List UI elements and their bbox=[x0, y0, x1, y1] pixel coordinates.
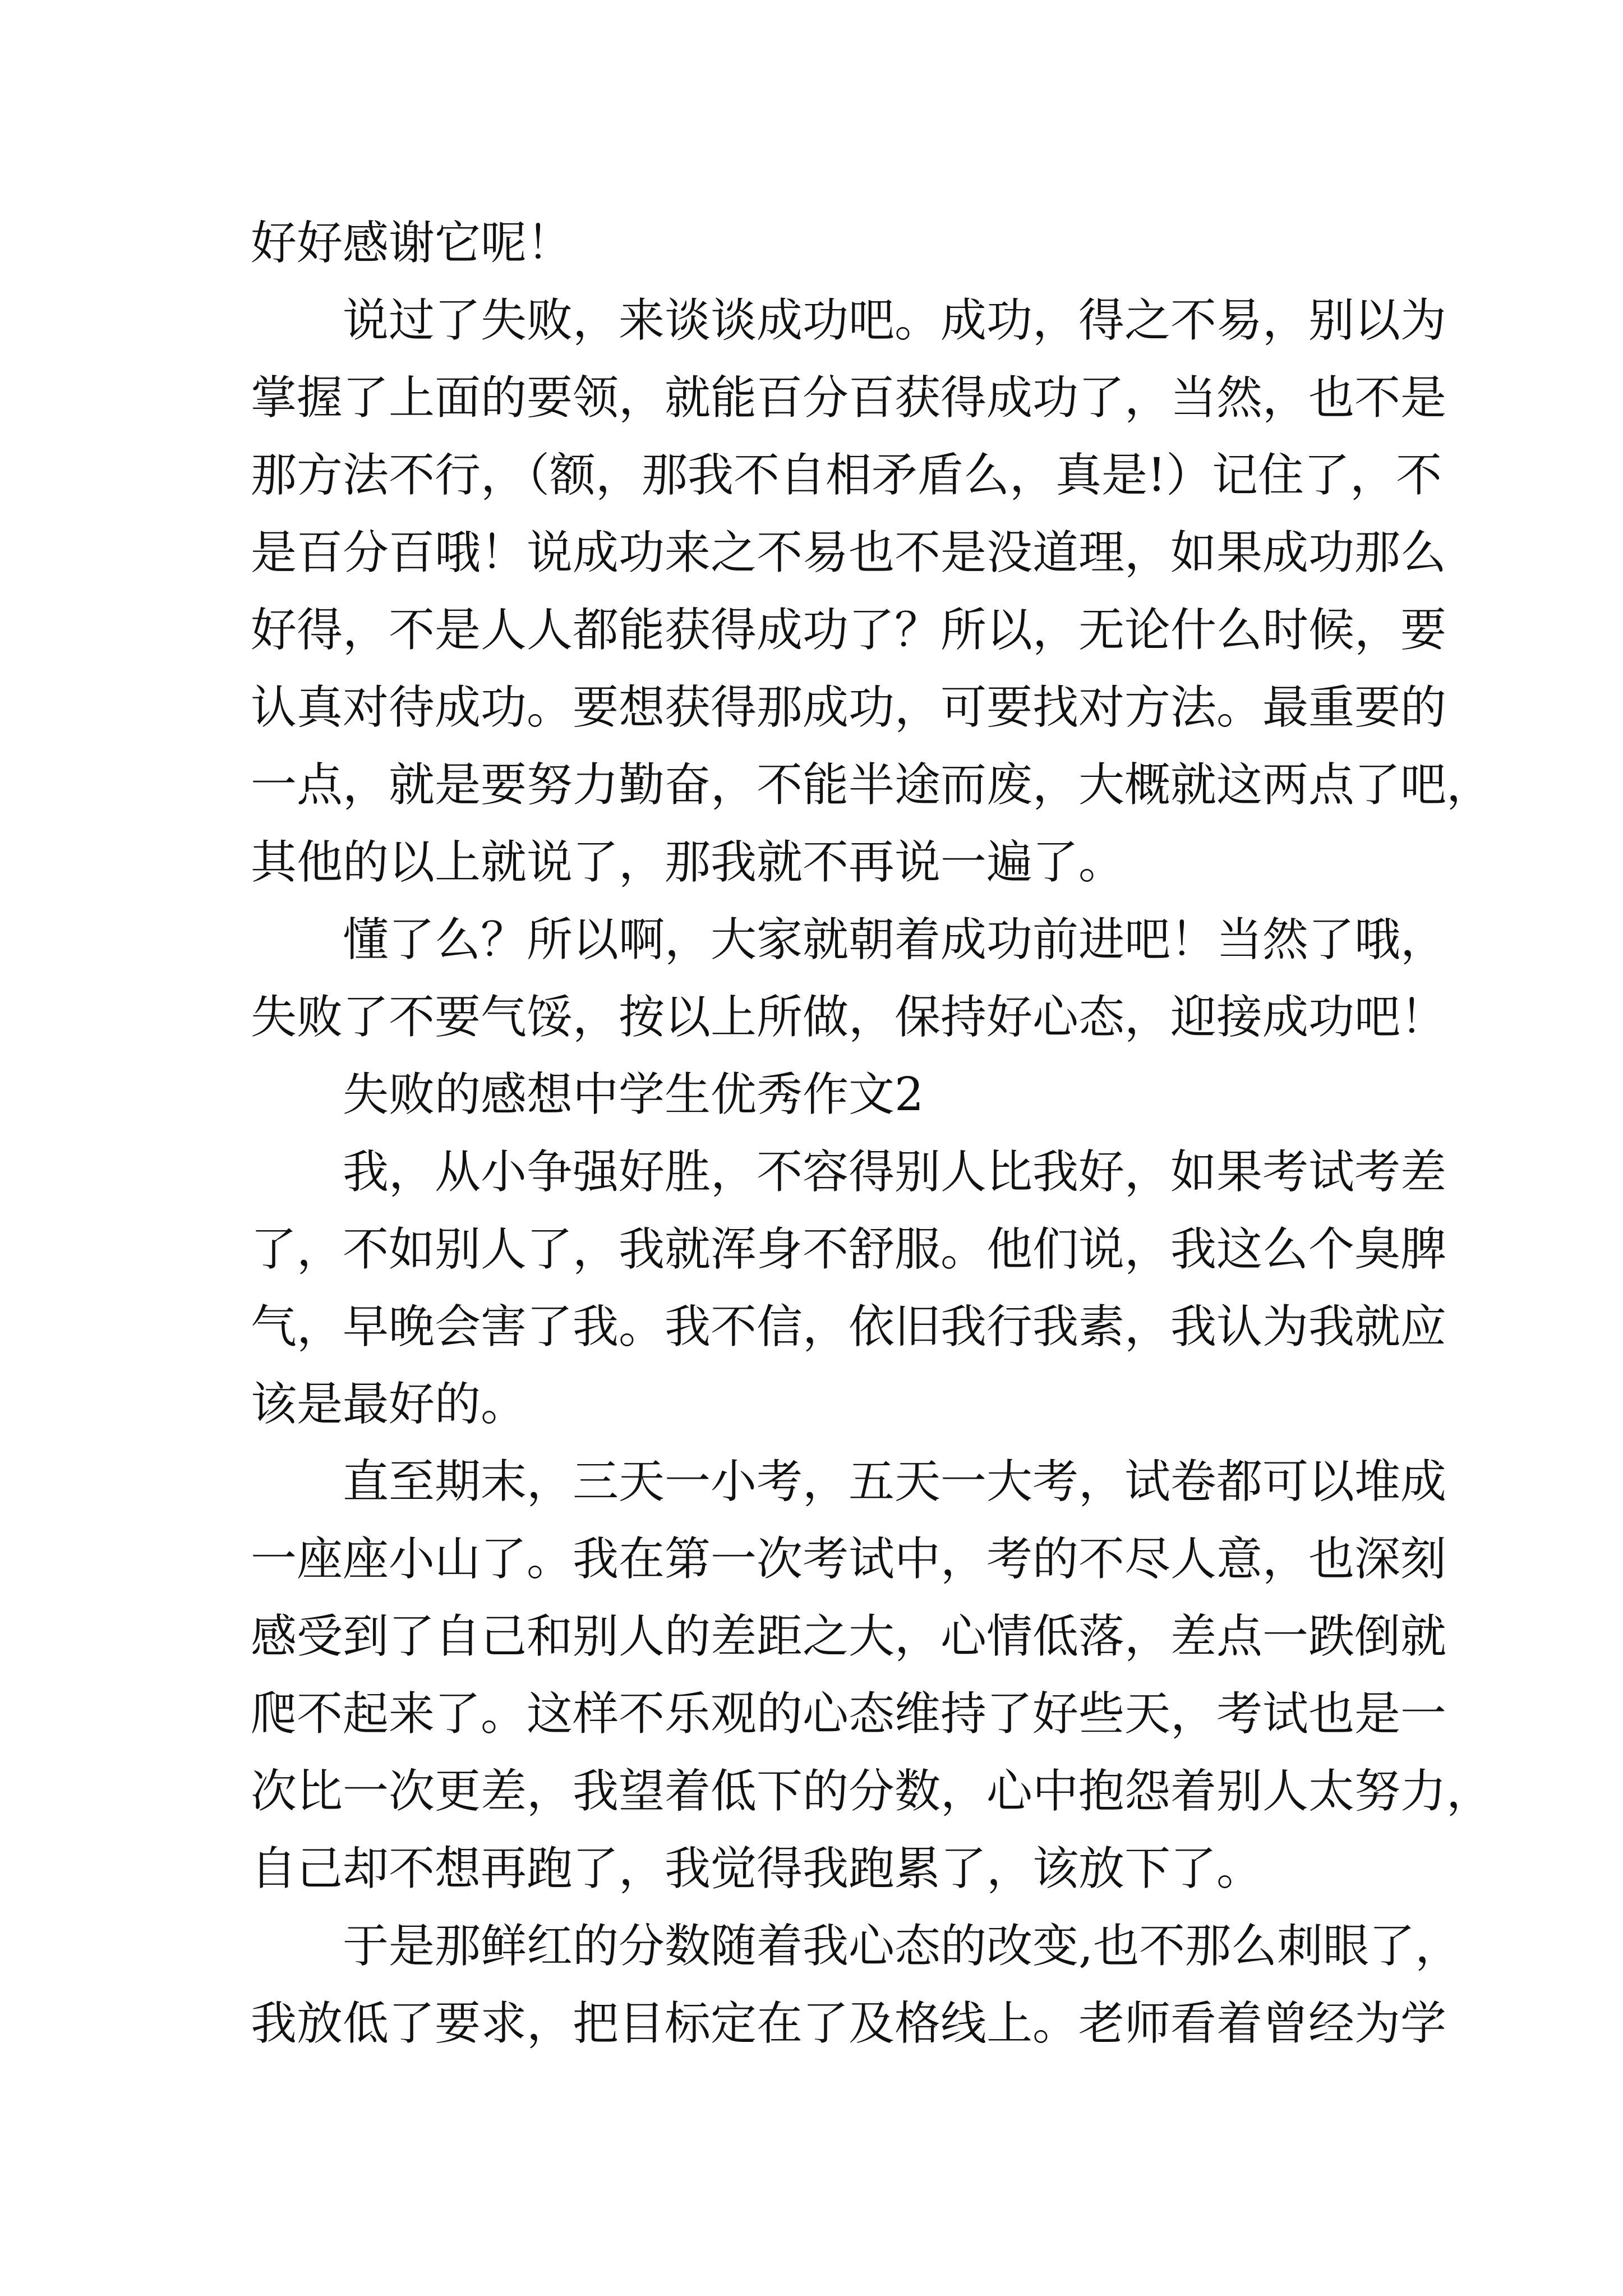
document-body bbox=[251, 205, 1493, 2063]
text-line: 该是最好的。 bbox=[251, 1378, 527, 1431]
text-line: 次比一次更差，我望着低下的分数，心中抱怨着别人太努力， bbox=[251, 1765, 1493, 1818]
text-line: 自己却不想再跑了，我觉得我跑累了，该放下了。 bbox=[251, 1842, 1263, 1895]
text-line: 好得，不是人人都能获得成功了？所以，无论什么时候，要 bbox=[251, 604, 1447, 657]
text-line: 懂了么？所以啊，大家就朝着成功前进吧！当然了哦， bbox=[343, 913, 1447, 967]
text-line: 爬不起来了。这样不乐观的心态维持了好些天，考试也是一 bbox=[251, 1687, 1447, 1741]
text-line: 一座座小山了。我在第一次考试中，考的不尽人意，也深刻 bbox=[251, 1533, 1447, 1586]
text-line: 其他的以上就说了，那我就不再说一遍了。 bbox=[251, 836, 1125, 889]
text-line: 一点，就是要努力勤奋，不能半途而废，大概就这两点了吧， bbox=[251, 758, 1493, 812]
text-line: 是百分百哦！说成功来之不易也不是没道理，如果成功那么 bbox=[251, 526, 1447, 579]
text-line: 那方法不行，（额，那我不自相矛盾么，真是!）记住了，不 bbox=[251, 449, 1442, 502]
text-line: 认真对待成功。要想获得那成功，可要找对方法。最重要的 bbox=[251, 681, 1447, 734]
text-line: 直至期末，三天一小考，五天一大考，试卷都可以堆成 bbox=[343, 1455, 1447, 1508]
text-line: 失败了不要气馁，按以上所做，保持好心态，迎接成功吧！ bbox=[251, 991, 1447, 1044]
text-line: 气，早晚会害了我。我不信，依旧我行我素，我认为我就应 bbox=[251, 1300, 1447, 1354]
text-line: 我放低了要求，把目标定在了及格线上。老师看着曾经为学 bbox=[251, 1997, 1447, 2050]
text-line: 失败的感想中学生优秀作文2 bbox=[343, 1068, 924, 1121]
text-line: 说过了失败，来谈谈成功吧。成功，得之不易，别以为 bbox=[343, 294, 1447, 347]
text-line: 我，从小争强好胜，不容得别人比我好，如果考试考差 bbox=[343, 1145, 1447, 1199]
text-line: 感受到了自己和别人的差距之大，心情低落，差点一跌倒就 bbox=[251, 1610, 1447, 1663]
text-line: 好好感谢它呢！ bbox=[251, 217, 573, 270]
text-line: 于是那鲜红的分数随着我心态的改变,也不那么刺眼了， bbox=[343, 1920, 1461, 1973]
text-line: 了，不如别人了，我就浑身不舒服。他们说，我这么个臭脾 bbox=[251, 1223, 1447, 1276]
text-line: 掌握了上面的要领，就能百分百获得成功了，当然，也不是 bbox=[251, 371, 1447, 425]
